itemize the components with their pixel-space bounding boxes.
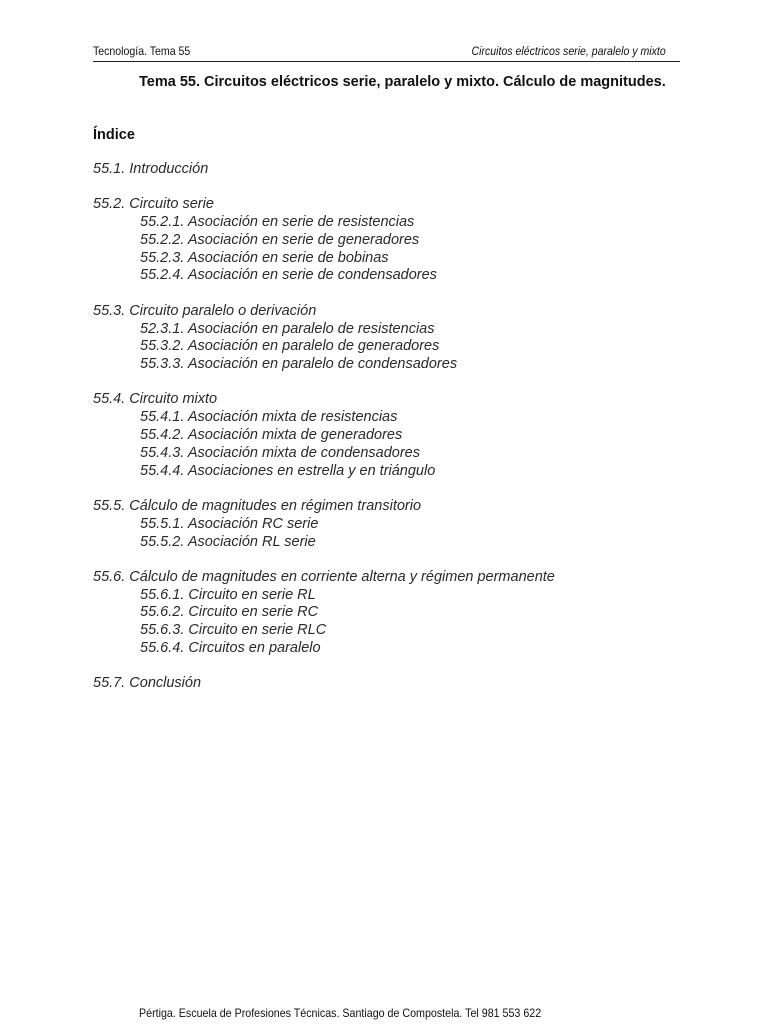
toc-subsection: 55.6.4. Circuitos en paralelo — [140, 640, 321, 657]
table-of-contents — [93, 161, 683, 711]
toc-subsection: 55.6.1. Circuito en serie RL — [140, 586, 316, 603]
toc-subsection: 55.3.2. Asociación en paralelo de generadores — [140, 338, 440, 355]
header-right-text: Circuitos eléctricos serie, paralelo y mixto — [471, 44, 666, 58]
document-title: Tema 55. Circuitos eléctricos serie, paralelo y mixto. Cálculo de magnitudes. — [139, 74, 666, 90]
toc-section-title: 55.6. Cálculo de magnitudes en corriente alterna y régimen permanente — [93, 568, 555, 585]
toc-section-title: 55.7. Conclusión — [93, 675, 202, 692]
toc-subsection: 55.5.2. Asociación RL serie — [140, 533, 316, 550]
toc-subsection: 55.4.3. Asociación mixta de condensadores — [140, 444, 420, 461]
toc-section-title: 55.3. Circuito paralelo o derivación — [93, 302, 317, 319]
toc-subsection: 55.5.1. Asociación RC serie — [140, 515, 319, 532]
toc-subsection: 55.2.3. Asociación en serie de bobinas — [140, 249, 389, 266]
toc-subsection: 55.2.1. Asociación en serie de resistencias — [140, 214, 415, 231]
toc-section — [93, 569, 683, 658]
toc-section — [93, 675, 683, 693]
toc-subsection: 55.2.4. Asociación en serie de condensadores — [140, 267, 437, 284]
toc-section-title: 55.1. Introducción — [93, 161, 209, 177]
toc-subsection: 55.4.1. Asociación mixta de resistencias — [140, 409, 398, 426]
toc-subsection: 55.6.2. Circuito en serie RC — [140, 604, 319, 621]
toc-section — [93, 391, 683, 480]
toc-section-title: 55.5. Cálculo de magnitudes en régimen transitorio — [93, 497, 422, 514]
toc-section-title: 55.2. Circuito serie — [93, 196, 214, 213]
toc-subsection: 55.2.2. Asociación en serie de generadores — [140, 231, 420, 248]
page-header — [93, 43, 680, 62]
toc-subsection: 55.6.3. Circuito en serie RLC — [140, 622, 327, 639]
toc-subsection: 55.3.3. Asociación en paralelo de condensadores — [140, 356, 458, 373]
toc-section-title: 55.4. Circuito mixto — [93, 391, 218, 408]
header-left-text: Tecnología. Tema 55 — [93, 44, 191, 58]
toc-section — [93, 498, 683, 551]
index-heading: Índice — [93, 127, 135, 143]
toc-subsection: 55.4.4. Asociaciones en estrella y en triángulo — [140, 462, 436, 479]
toc-section — [93, 303, 683, 374]
toc-subsection: 55.4.2. Asociación mixta de generadores — [140, 427, 403, 444]
toc-subsection: 52.3.1. Asociación en paralelo de resistencias — [140, 320, 435, 337]
page-footer: Pértiga. Escuela de Profesiones Técnicas. Santiago de Compostela. Tel 981 553 622 — [139, 1006, 542, 1020]
toc-section — [93, 196, 683, 285]
toc-section — [93, 161, 683, 179]
